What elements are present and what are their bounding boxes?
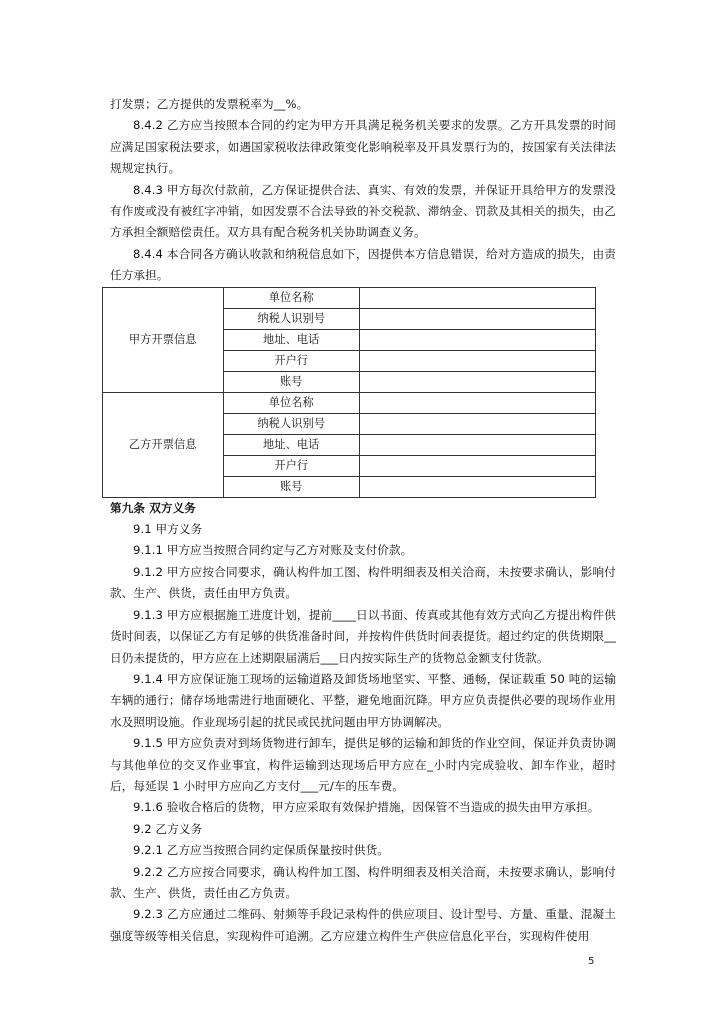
- field-label: 纳税人识别号: [223, 308, 360, 329]
- paragraph-8-4-4: 8.4.4 本合同各方确认收款和纳税信息如下，因提供本方信息错误，给对方造成的损失，由责任方承担。: [110, 246, 616, 283]
- paragraph-9-1: 9.1 甲方义务: [133, 522, 203, 537]
- paragraph-tax-rate: 打发票；乙方提供的发票税率为__%。: [110, 97, 309, 111]
- field-label: 地址、电话: [223, 434, 360, 455]
- paragraph-9-1-5: 9.1.5 甲方应负责对到场货物进行卸车，提供足够的运输和卸货的作业空间，保证并负责协调与其他单位的交叉作业事宜，构件运输到达现场后甲方应在_小时内完成验收、卸车作业，超时后，每延误 1 小时甲方应向乙方支付___元/车的压车费。: [110, 736, 616, 793]
- paragraph-9-1-2: 9.1.2 甲方应按合同要求，确认构件加工图、构件明细表及相关洽商，未按要求确认，影响付款、生产、供货，责任由甲方负责。: [110, 564, 616, 601]
- field-value: [360, 308, 596, 329]
- article-9-heading: 第九条 双方义务: [110, 500, 196, 515]
- field-label: 纳税人识别号: [223, 413, 360, 434]
- paragraph-8-4-3: 8.4.3 甲方每次付款前，乙方保证提供合法、真实、有效的发票，并保证开具给甲方的发票没有作废或没有被红字冲销，如因发票不合法导致的补交税款、滞纳金、罚款及其相关的损失，由乙方承担全额赔偿责任。双方具有配合税务机关协助调查义务。: [110, 182, 616, 240]
- paragraph-9-1-4: 9.1.4 甲方应保证施工现场的运输道路及卸货场地坚实、平整、通畅，保证载重 50 吨的运输车辆的通行；储存场地需进行地面硬化、平整，避免地面沉降。甲方应负责提供必要的现场作业用水及照明设施。作业现场引起的扰民或民扰问题由甲方协调解决。: [110, 671, 616, 729]
- table-row: [103, 392, 596, 413]
- paragraph-9-2: 9.2 乙方义务: [133, 821, 203, 836]
- field-value: [360, 455, 596, 476]
- field-value: [360, 476, 596, 497]
- party-a-label: 甲方开票信息: [103, 287, 224, 392]
- field-value: [360, 413, 596, 434]
- field-value: [360, 371, 596, 392]
- paragraph-9-2-2: 9.2.2 乙方应按合同要求，确认构件加工图、构件明细表及相关洽商，未按要求确认，影响付款、生产、供货，责任由乙方负责。: [110, 864, 616, 900]
- field-label: 账号: [223, 476, 360, 497]
- paragraph-9-1-1: 9.1.1 甲方应当按照合同约定与乙方对账及支付价款。: [133, 543, 413, 558]
- paragraph-9-1-3: 9.1.3 甲方应根据施工进度计划，提前____日以书面、传真或其他有效方式向乙方提出构件供货时间表，以保证乙方有足够的供货准备时间，并按构件供货时间表提货。超过约定的供货期限__日仍未提货的，甲方应在上述期限届满后___日内按实际生产的货物总金额支付货款。: [110, 607, 616, 665]
- paragraph-9-2-3: 9.2.3 乙方应通过二维码、射频等手段记录构件的供应项目、设计型号、方量、重量、混凝土强度等级等相关信息，实现构件可追溯。乙方应建立构件生产供应信息化平台，实现构件使用: [110, 907, 616, 943]
- field-value: [360, 329, 596, 350]
- page-content: [110, 94, 616, 947]
- field-label: 账号: [223, 371, 360, 392]
- field-label: 开户行: [223, 350, 360, 371]
- field-label: 单位名称: [223, 287, 360, 308]
- page-number: 5: [588, 956, 595, 967]
- paragraph-9-1-6: 9.1.6 验收合格后的货物，甲方应采取有效保护措施，因保管不当造成的损失由甲方承担。: [133, 800, 600, 815]
- paragraph-8-4-2: 8.4.2 乙方应当按照本合同的约定为甲方开具满足税务机关要求的发票。乙方开具发票的时间应满足国家税法要求，如遇国家税收法律政策变化影响税率及开具发票行为的，按国家有关法律法规规定执行。: [110, 118, 616, 176]
- field-value: [360, 392, 596, 413]
- field-label: 地址、电话: [223, 329, 360, 350]
- field-value: [360, 350, 596, 371]
- field-label: 开户行: [223, 455, 360, 476]
- party-b-label: 乙方开票信息: [103, 392, 224, 497]
- field-value: [360, 434, 596, 455]
- table-row: [103, 287, 596, 308]
- invoice-info-table: [102, 287, 596, 498]
- field-value: [360, 287, 596, 308]
- field-label: 单位名称: [223, 392, 360, 413]
- paragraph-9-2-1: 9.2.1 乙方应当按照合同约定保质保量按时供货。: [133, 843, 389, 858]
